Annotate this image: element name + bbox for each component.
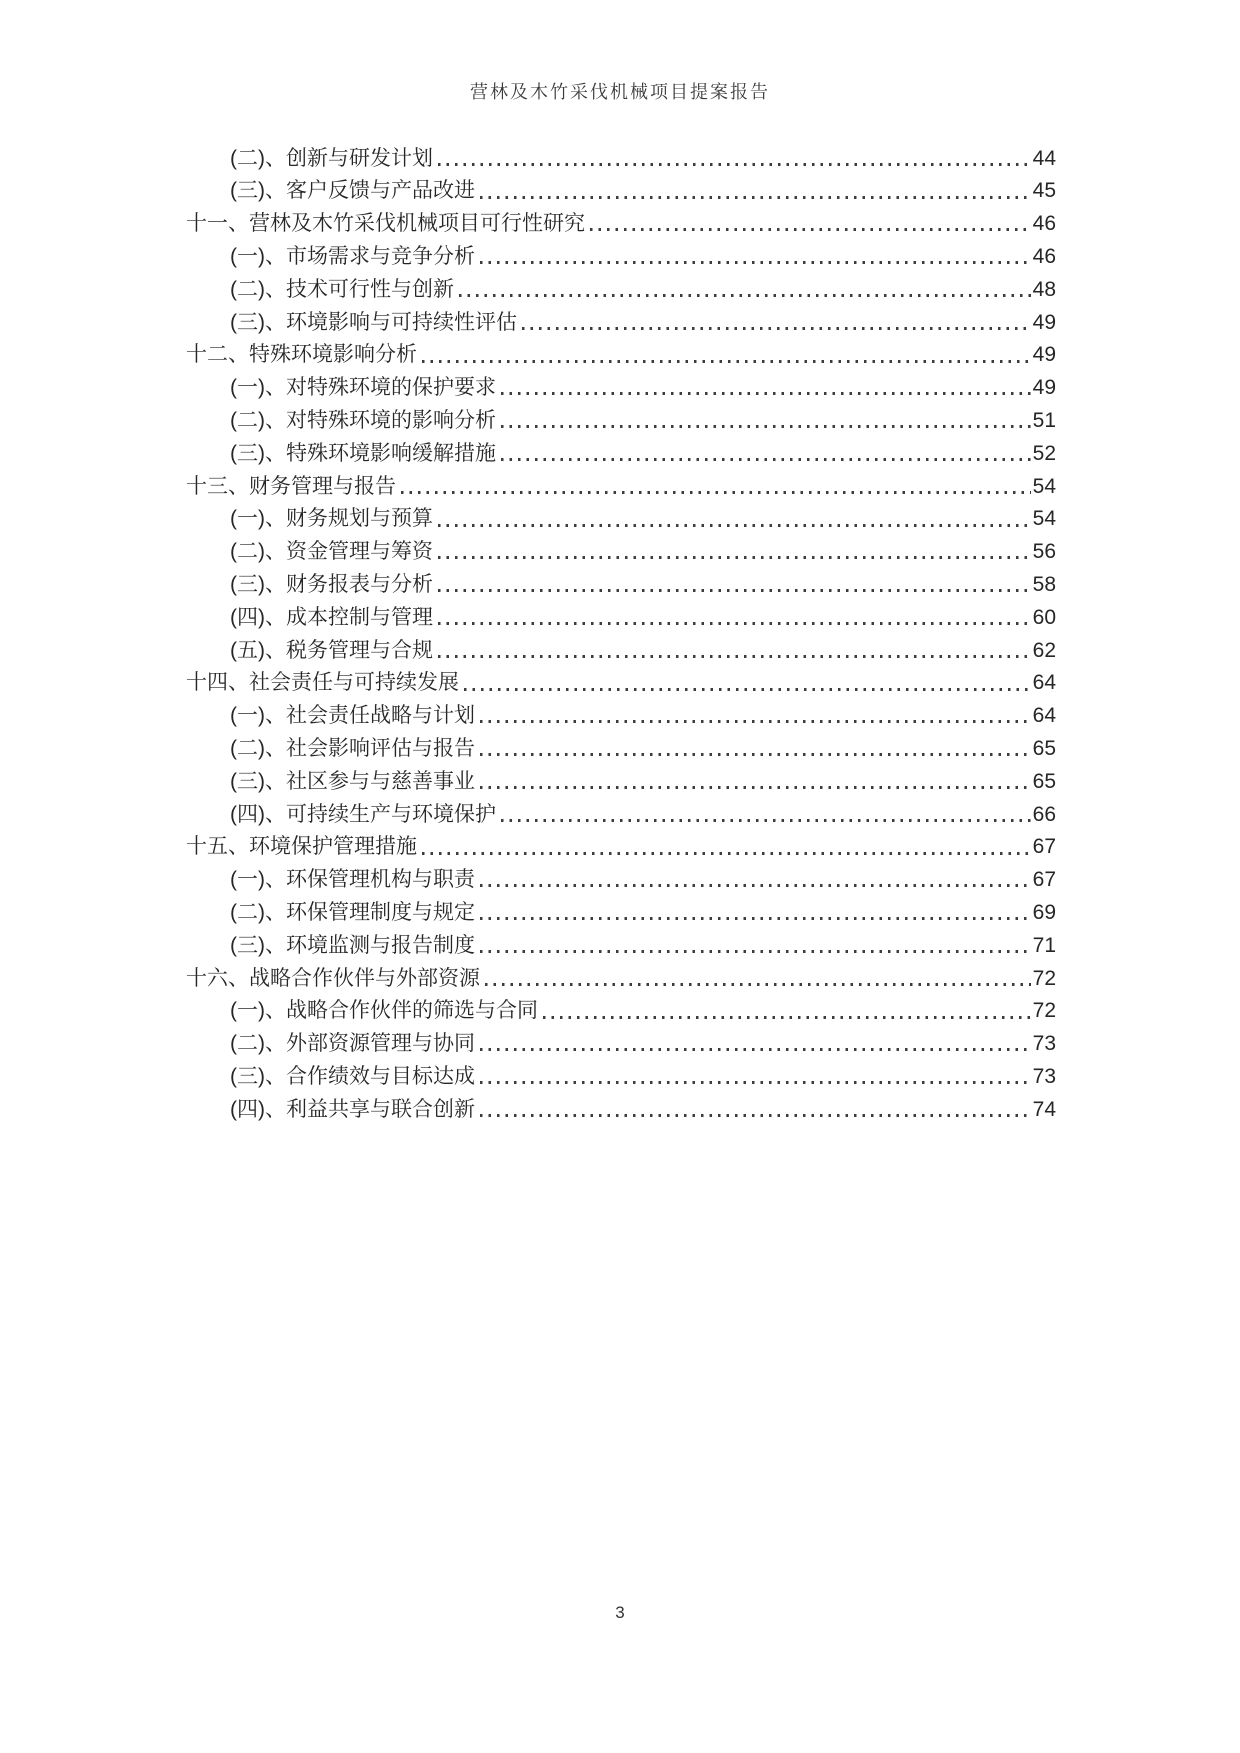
toc-dot-leader xyxy=(438,655,1031,658)
toc-dot-leader xyxy=(464,688,1031,691)
toc-entry-label: (三)、特殊环境影响缓解措施 xyxy=(230,441,496,465)
toc-entry-label: (一)、市场需求与竞争分析 xyxy=(230,245,475,269)
toc-dot-leader xyxy=(480,950,1031,953)
toc-entry-page: 45 xyxy=(1032,179,1056,203)
toc-entry-label: (二)、环保管理制度与规定 xyxy=(230,900,475,924)
toc-entry[interactable] xyxy=(186,204,1056,237)
table-of-contents xyxy=(186,138,1056,1122)
toc-entry[interactable] xyxy=(186,1024,1056,1057)
toc-entry-page: 67 xyxy=(1032,868,1056,892)
toc-entry[interactable] xyxy=(186,302,1056,335)
toc-entry-label: (一)、战略合作伙伴的筛选与合同 xyxy=(230,999,538,1023)
toc-entry-label: (二)、创新与研发计划 xyxy=(230,146,433,170)
toc-entry[interactable] xyxy=(186,827,1056,860)
toc-dot-leader xyxy=(459,294,1031,297)
toc-entry[interactable] xyxy=(186,171,1056,204)
toc-dot-leader xyxy=(501,819,1031,822)
toc-dot-leader xyxy=(438,163,1031,166)
toc-entry[interactable] xyxy=(186,630,1056,663)
toc-entry-page: 72 xyxy=(1032,999,1056,1023)
toc-entry[interactable] xyxy=(186,499,1056,532)
page-footer xyxy=(0,1603,1240,1623)
toc-entry-label: (三)、环境影响与可持续性评估 xyxy=(230,310,517,334)
toc-dot-leader xyxy=(480,196,1031,199)
toc-entry[interactable] xyxy=(186,269,1056,302)
toc-entry[interactable] xyxy=(186,368,1056,401)
header-title: 营林及木竹采伐机械项目提案报告 xyxy=(470,82,770,102)
toc-dot-leader xyxy=(422,852,1031,855)
footer-page-number: 3 xyxy=(615,1603,625,1622)
toc-dot-leader xyxy=(422,360,1031,363)
toc-entry-page: 73 xyxy=(1032,1032,1056,1056)
toc-entry[interactable] xyxy=(186,236,1056,269)
toc-entry-label: (一)、对特殊环境的保护要求 xyxy=(230,376,496,400)
toc-entry-page: 44 xyxy=(1032,146,1056,170)
toc-dot-leader xyxy=(438,589,1031,592)
toc-entry-page: 69 xyxy=(1032,900,1056,924)
toc-entry-page: 46 xyxy=(1032,212,1056,236)
toc-entry-label: (二)、社会影响评估与报告 xyxy=(230,737,475,760)
toc-entry-label: (二)、对特殊环境的影响分析 xyxy=(230,409,496,433)
toc-entry[interactable] xyxy=(186,696,1056,729)
toc-entry[interactable] xyxy=(186,991,1056,1024)
toc-entry-page: 71 xyxy=(1032,933,1056,957)
toc-entry-page: 54 xyxy=(1032,474,1056,498)
toc-entry-page: 74 xyxy=(1032,1097,1056,1121)
toc-entry-page: 62 xyxy=(1032,638,1056,662)
toc-entry-label: (三)、财务报表与分析 xyxy=(230,573,433,597)
toc-entry-label: 十三、财务管理与报告 xyxy=(186,474,396,498)
toc-dot-leader xyxy=(480,1114,1031,1117)
toc-entry[interactable] xyxy=(186,433,1056,466)
toc-entry-page: 64 xyxy=(1032,704,1056,728)
toc-entry[interactable] xyxy=(186,597,1056,630)
toc-dot-leader xyxy=(501,392,1031,395)
toc-entry-label: 十六、战略合作伙伴与外部资源 xyxy=(186,966,480,990)
toc-dot-leader xyxy=(480,261,1031,264)
toc-entry[interactable] xyxy=(186,335,1056,368)
toc-dot-leader xyxy=(590,228,1031,231)
toc-entry-page: 49 xyxy=(1032,310,1056,334)
toc-dot-leader xyxy=(438,556,1031,559)
toc-entry[interactable] xyxy=(186,794,1056,827)
toc-entry-label: (五)、税务管理与合规 xyxy=(230,638,433,662)
toc-dot-leader xyxy=(480,1081,1031,1084)
toc-dot-leader xyxy=(485,983,1031,986)
toc-entry-page: 66 xyxy=(1032,802,1056,826)
page-header xyxy=(0,78,1240,104)
toc-entry-page: 65 xyxy=(1032,769,1056,793)
toc-entry-page: 54 xyxy=(1032,507,1056,531)
toc-entry[interactable] xyxy=(186,1056,1056,1089)
toc-entry[interactable] xyxy=(186,564,1056,597)
toc-entry-label: (一)、环保管理机构与职责 xyxy=(230,868,475,892)
toc-entry-page: 49 xyxy=(1032,376,1056,400)
toc-entry-label: (一)、财务规划与预算 xyxy=(230,507,433,531)
toc-dot-leader xyxy=(438,622,1031,625)
toc-entry-label: (三)、客户反馈与产品改进 xyxy=(230,179,475,203)
toc-entry[interactable] xyxy=(186,925,1056,958)
toc-dot-leader xyxy=(543,1016,1031,1019)
toc-entry[interactable] xyxy=(186,860,1056,893)
toc-entry-page: 52 xyxy=(1032,441,1056,465)
toc-dot-leader xyxy=(438,524,1031,527)
toc-entry-label: (三)、社区参与与慈善事业 xyxy=(230,769,475,793)
toc-entry[interactable] xyxy=(186,728,1056,761)
toc-entry-label: 十一、营林及木竹采伐机械项目可行性研究 xyxy=(186,212,585,236)
toc-dot-leader xyxy=(480,917,1031,920)
toc-entry-page: 73 xyxy=(1032,1064,1056,1088)
toc-dot-leader xyxy=(480,1048,1031,1051)
toc-entry-page: 56 xyxy=(1032,540,1056,564)
toc-entry-page: 46 xyxy=(1032,245,1056,269)
toc-entry-label: (二)、外部资源管理与协同 xyxy=(230,1032,475,1056)
toc-entry-page: 60 xyxy=(1032,605,1056,629)
toc-entry[interactable] xyxy=(186,892,1056,925)
toc-dot-leader xyxy=(501,458,1031,461)
toc-dot-leader xyxy=(480,786,1031,789)
toc-entry-page: 51 xyxy=(1032,409,1056,433)
toc-entry[interactable] xyxy=(186,466,1056,499)
toc-dot-leader xyxy=(522,327,1031,330)
toc-entry-page: 48 xyxy=(1032,277,1056,301)
toc-dot-leader xyxy=(480,884,1031,887)
toc-entry[interactable] xyxy=(186,958,1056,991)
toc-dot-leader xyxy=(401,491,1031,494)
toc-entry-label: (四)、利益共享与联合创新 xyxy=(230,1097,475,1121)
toc-entry[interactable] xyxy=(186,761,1056,794)
toc-entry[interactable] xyxy=(186,138,1056,171)
toc-entry-page: 72 xyxy=(1032,966,1056,990)
toc-entry-label: (二)、技术可行性与创新 xyxy=(230,277,454,301)
toc-entry-page: 65 xyxy=(1032,737,1056,760)
toc-entry[interactable] xyxy=(186,400,1056,433)
toc-entry-page: 67 xyxy=(1032,835,1056,859)
toc-dot-leader xyxy=(480,753,1031,756)
toc-dot-leader xyxy=(501,425,1031,428)
toc-entry-label: (三)、环境监测与报告制度 xyxy=(230,933,475,957)
toc-entry-label: (二)、资金管理与筹资 xyxy=(230,540,433,564)
toc-entry-label: 十四、社会责任与可持续发展 xyxy=(186,671,459,695)
toc-entry-page: 58 xyxy=(1032,573,1056,597)
toc-dot-leader xyxy=(480,720,1031,723)
toc-entry-label: (四)、成本控制与管理 xyxy=(230,605,433,629)
toc-entry[interactable] xyxy=(186,1089,1056,1122)
toc-entry-label: (一)、社会责任战略与计划 xyxy=(230,704,475,728)
toc-entry-page: 64 xyxy=(1032,671,1056,695)
toc-entry-page: 49 xyxy=(1032,343,1056,367)
toc-entry-label: (三)、合作绩效与目标达成 xyxy=(230,1064,475,1088)
toc-entry-label: (四)、可持续生产与环境保护 xyxy=(230,802,496,826)
toc-entry-label: 十二、特殊环境影响分析 xyxy=(186,343,417,367)
toc-entry[interactable] xyxy=(186,532,1056,565)
toc-entry[interactable] xyxy=(186,663,1056,696)
toc-entry-label: 十五、环境保护管理措施 xyxy=(186,835,417,859)
